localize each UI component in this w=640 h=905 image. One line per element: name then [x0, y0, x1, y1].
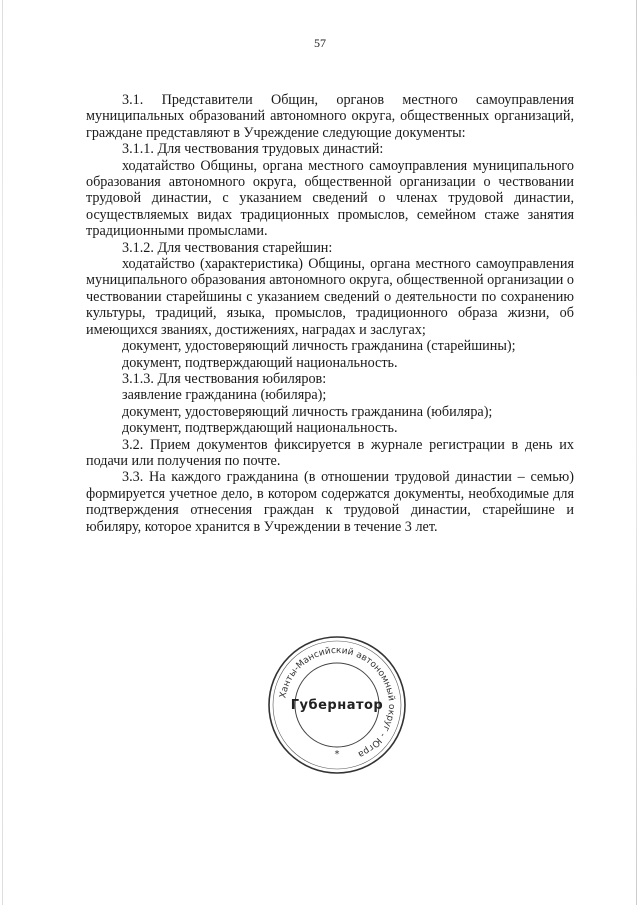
document-body	[86, 92, 574, 535]
seal-graphic	[262, 630, 412, 780]
seal-ring-text-path: Ханты-Мансийский автономный округ - Югра	[278, 645, 397, 760]
paragraph-dynasty-petition: ходатайство Общины, органа местного самоуправления муниципального образования автономного округа, общественной организации о чествовании трудовой династии, с указанием сведений о членах трудовой династии, осуществляемых видах традиционных промыслов, семейном стаже занятия традиционными промыслами.	[86, 157, 574, 240]
paragraph-3-1: 3.1. Представители Общин, органов местного самоуправления муниципальных образований автономного округа, общественных организаций, граждане представляют в Учреждение следующие документы:	[86, 92, 574, 141]
paragraph-3-2: 3.2. Прием документов фиксируется в журнале регистрации в день их подачи или получения по почте.	[86, 436, 574, 469]
paragraph-3-1-2: 3.1.2. Для чествования старейшин:	[122, 239, 333, 256]
paragraph-jubilee-id: документ, удостоверяющий личность гражданина (юбиляра);	[122, 403, 493, 420]
seal-star: *	[334, 749, 340, 760]
paragraph-elder-petition: ходатайство (характеристика) Общины, органа местного самоуправления муниципального образования автономного округа, общественной организации о чествовании старейшины с указанием сведений о деятельности по сохранению культуры, традиций, языка, промыслов, традиционного образа жизни, об имеющихся званиях, достижениях, наградах и заслугах;	[86, 256, 574, 338]
page-number: 57	[314, 36, 326, 50]
seal-center-ring	[295, 663, 379, 747]
paragraph-3-1-3: 3.1.3. Для чествования юбиляров:	[122, 370, 327, 387]
paragraph-jubilee-application: заявление гражданина (юбиляра);	[122, 387, 327, 404]
paragraph-elder-nationality: документ, подтверждающий национальность.	[122, 354, 398, 371]
paragraph-elder-id: документ, удостоверяющий личность гражданина (старейшины);	[122, 338, 516, 355]
paragraph-3-3: 3.3. На каждого гражданина (в отношении трудовой династии – семью) формируется учетное дело, в котором содержатся документы, необходимые для подтверждения отнесения граждан к трудовой династии, старейшине и юбиляру, которое хранится в Учреждении в течение 3 лет.	[86, 469, 574, 535]
governor-seal	[262, 630, 412, 780]
paragraph-3-1-1: 3.1.1. Для чествования трудовых династий:	[122, 141, 384, 158]
seal-center-label: Губернатор	[290, 697, 384, 713]
scan-edge-left	[2, 0, 3, 905]
paragraph-jubilee-nationality: документ, подтверждающий национальность.	[122, 420, 398, 437]
scan-edge-right	[636, 0, 637, 905]
